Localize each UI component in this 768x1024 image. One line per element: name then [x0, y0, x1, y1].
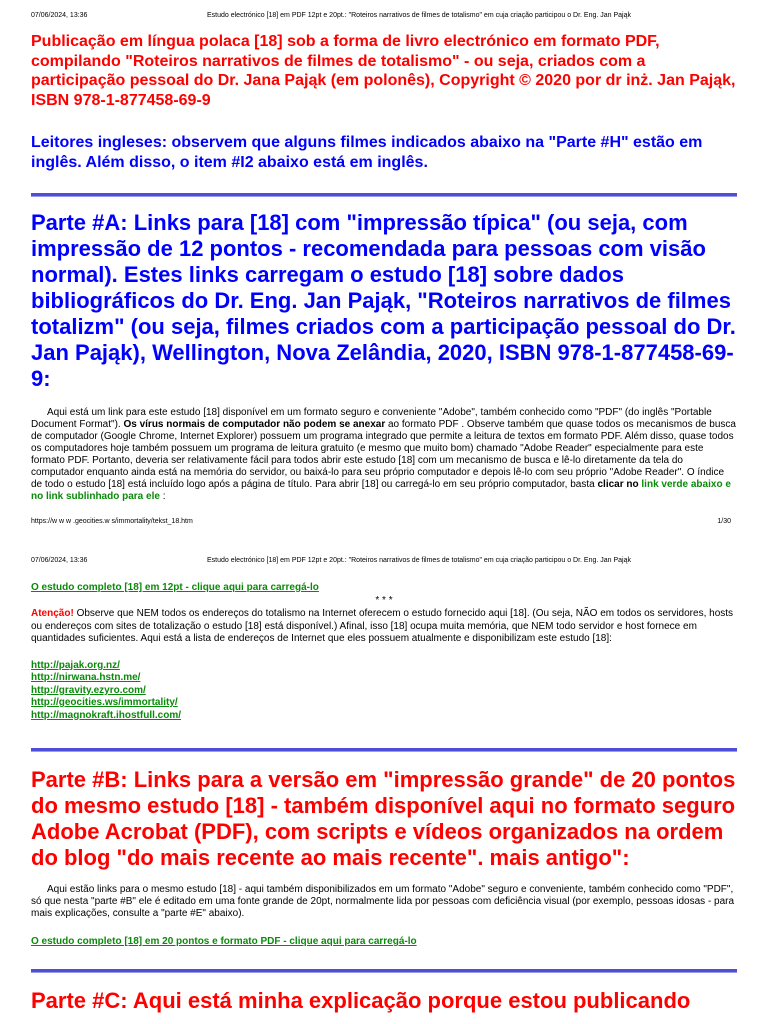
header-title: Estudo electrónico [18] em PDF 12pt e 20pt.: "Roteiros narrativos de filmes de totalismo" em cuja criação participou o Dr. Eng. Jan Pająk [207, 12, 632, 19]
url-link-magnokraft[interactable]: http://magnokraft.ihostfull.com/ [31, 709, 181, 721]
intro-blue-paragraph: Leitores ingleses: observem que alguns filmes indicados abaixo na "Parte #H" estão em inglês. Além disso, o item #I2 abaixo está em inglês. [31, 134, 703, 171]
part-c-heading: Parte #C: Aqui está minha explicação porque estou publicando [31, 988, 691, 1013]
divider [31, 748, 737, 752]
header-date: 07/06/2024, 13:36 [31, 12, 88, 19]
part-a-click: clicar no [597, 479, 639, 490]
footer-url: https://w w w .geocities.w s/immortality/tekst_18.htm [31, 518, 193, 525]
separator-stars: * * * [375, 595, 393, 606]
attention-text: Observe que NEM todos os endereços do totalismo na Internet oferecem o estudo fornecido aqui [18]. (Ou seja, NÃO em todos os servidores, hosts ou endereços com sites de totalização o estudo [18] está disponível.) Afinal, isso [18] ocupa muita memória, que NEM todo servidor e host fornece em quantidades suficientes. Aqui está a lista de endereços de Internet que eles possuem atualmente e disponibilizam este estudo [18]: [31, 608, 734, 645]
full-study-12pt-link[interactable]: O estudo completo [18] em 12pt - clique aqui para carregá-lo [31, 582, 319, 593]
part-a-bold-warning: Os vírus normais de computador não podem se anexar [123, 419, 386, 430]
intro-red-paragraph: Publicação em língua polaca [18] sob a forma de livro electrónico em formato PDF, compilando "Roteiros narrativos de filmes de totalismo" - ou seja, criados com a participação pessoal do Dr. Jana Pająk (em polonês), Copyright © 2020 por dr inż. Jan Pająk, ISBN 978-1-877458-69-9 [31, 33, 736, 109]
header-title: Estudo electrónico [18] em PDF 12pt e 20pt.: "Roteiros narrativos de filmes de totalismo" em cuja criação participou o Dr. Eng. Jan Pająk [207, 557, 632, 564]
part-a-colon: : [159, 491, 166, 502]
divider [31, 193, 737, 197]
part-a-text-2: ao formato PDF . Observe também que quase todos os mecanismos de busca de computador (Google Chrome, Internet Explorer) possuem um programa integrado que permite a leitura de textos em formato PDF. Além disso, quase todos os computadores hoje também possuem um programa de leitura gratuito (e mesmo que muito bom) chamado "Adobe Reader" especialmente para este formato PDF. Portanto, deveria ser relativamente fácil para todos abrir este estudo [18] com um mecanismo de busca e lê-lo diretamente da tela do computador enquanto ainda está na memória do servidor, ou baixá-lo para seu próprio computador e depois lê-lo com seu próprio "Adobe Reader". O índice de todo o estudo [18] está incluído logo após a página de título. Para abrir [18] ou carregá-lo em seu próprio computador, basta [31, 419, 736, 490]
full-study-20pt-link[interactable]: O estudo completo [18] em 20 pontos e formato PDF - clique aqui para carregá-lo [31, 936, 417, 947]
attention-label: Atenção! [31, 608, 74, 619]
part-b-paragraph: Aqui estão links para o mesmo estudo [18] - aqui também disponibilizados em um formato "Adobe" seguro e conveniente, também conhecido como "PDF", só que nesta "parte #B" ele é editado em uma fonte grande de 20pt, normalmente lida por pessoas com deficiência visual (por exemplo, pessoas idosas - para mais explicações, consulte a "parte #E" abaixo). [31, 884, 735, 919]
url-link-geocities[interactable]: http://geocities.ws/immortality/ [31, 697, 178, 709]
part-a-green-text: link verde abaixo e no link sublinhado para ele [31, 479, 731, 502]
url-link-gravity[interactable]: http://gravity.ezyro.com/ [31, 684, 146, 696]
url-link-pajak[interactable]: http://pajak.org.nz/ [31, 660, 120, 671]
url-list [31, 660, 737, 722]
part-a-paragraph [31, 407, 737, 503]
footer-page-number: 1/30 [717, 518, 731, 525]
page2-header [31, 555, 737, 567]
attention-paragraph [31, 608, 737, 646]
part-a-heading: Parte #A: Links para [18] com "impressão típica" (ou seja, com impressão de 12 pontos - recomendada para pessoas com visão normal). Estes links carregam o estudo [18] sobre dados bibliográficos do Dr. Eng. Jan Pająk, "Roteiros narrativos de filmes totalizm" (ou seja, filmes criados com a participação pessoal do Dr. Jan Pająk), Wellington, Nova Zelândia, 2020, ISBN 978-1-877458-69-9: [31, 210, 736, 391]
page1-footer [31, 516, 737, 528]
divider [31, 969, 737, 973]
header-date: 07/06/2024, 13:36 [31, 557, 88, 564]
page1-header [31, 10, 737, 22]
url-link-nirwana[interactable]: http://nirwana.hstn.me/ [31, 672, 141, 684]
part-a-text-1: Aqui está um link para este estudo [18] disponível em um formato seguro e conveniente "Adobe", também conhecido como "PDF" (do inglês "Portable Document Format"). [31, 407, 712, 430]
part-b-heading: Parte #B: Links para a versão em "impressão grande" de 20 pontos do mesmo estudo [18] - também disponível aqui no formato seguro Adobe Acrobat (PDF), com scripts e vídeos organizados na ordem do blog "do mais recente ao mais recente". mais antigo": [31, 767, 736, 870]
